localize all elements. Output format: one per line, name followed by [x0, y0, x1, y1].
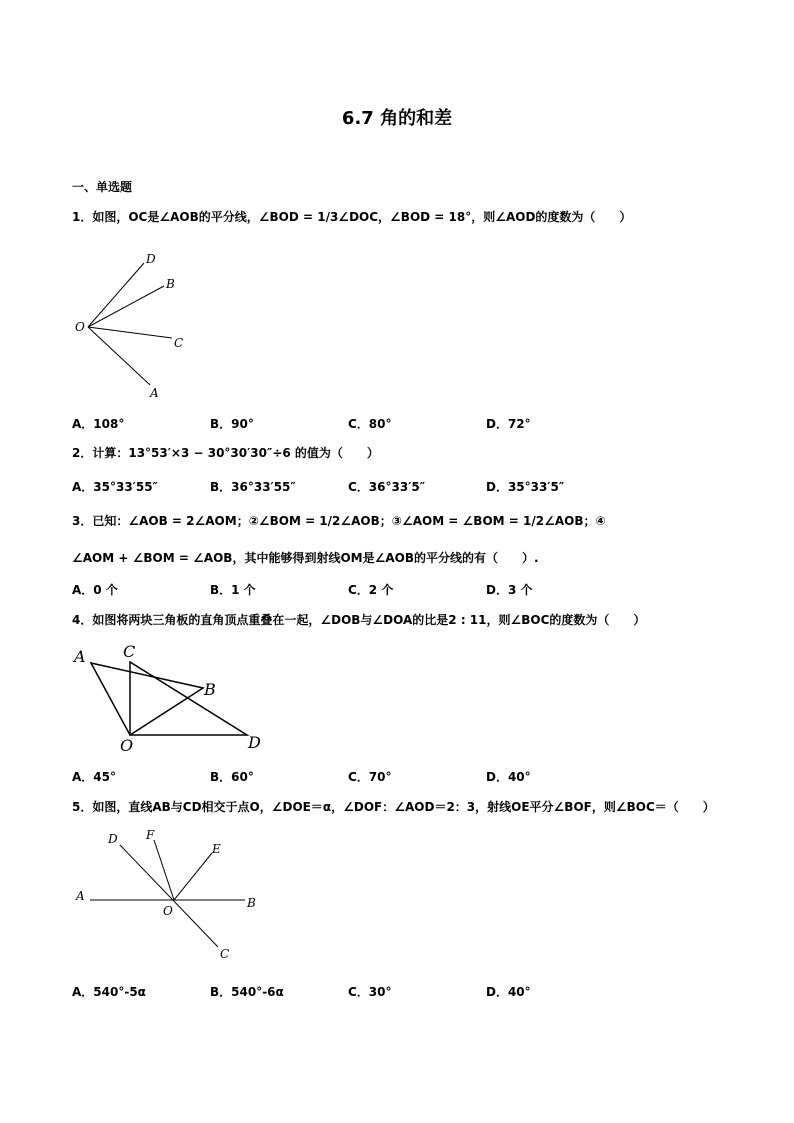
q5-option-b[interactable]: B．540°-6α — [210, 985, 284, 999]
q5-option-c[interactable]: C．30° — [348, 985, 392, 999]
q1-option-d[interactable]: D．72° — [486, 417, 531, 431]
q4-option-a[interactable]: A．45° — [72, 770, 116, 784]
question-4-figure — [70, 640, 270, 755]
question-5-stem: 5．如图，直线AB与CD相交于点O，∠DOE＝α，∠DOF：∠AOD＝2：3，射线OE平分∠BOF，则∠BOC＝（ ） — [72, 800, 715, 814]
question-1-stem: 1．如图，OC是∠AOB的平分线，∠BOD = 1/3∠DOC，∠BOD = 18°，则∠AOD的度数为（ ） — [72, 210, 632, 224]
q5-option-a[interactable]: A．540°-5α — [72, 985, 146, 999]
q4-label-b: B — [204, 680, 216, 699]
q5-label-d: D — [108, 832, 118, 846]
q5-label-e: E — [212, 842, 221, 856]
q1-option-a[interactable]: A．108° — [72, 417, 125, 431]
q4-label-d: D — [248, 733, 261, 752]
q1-label-a: A — [150, 386, 159, 400]
question-5-figure — [70, 825, 270, 965]
q2-option-c[interactable]: C．36°33′5″ — [348, 480, 426, 494]
q1-label-c: C — [174, 336, 184, 350]
q5-label-b: B — [247, 896, 256, 910]
q3-option-a[interactable]: A．0 个 — [72, 583, 118, 597]
q4-option-d[interactable]: D．40° — [486, 770, 531, 784]
q1-label-d: D — [146, 252, 156, 266]
section-heading: 一、单选题 — [72, 180, 133, 194]
q2-option-b[interactable]: B．36°33′55″ — [210, 480, 296, 494]
q1-option-c[interactable]: C．80° — [348, 417, 392, 431]
q4-option-b[interactable]: B．60° — [210, 770, 254, 784]
q5-label-a: A — [76, 889, 85, 903]
q4-label-a: A — [74, 647, 86, 666]
q1-label-o: O — [75, 320, 85, 334]
question-2-stem: 2．计算：13°53′×3 − 30°30′30″÷6 的值为（ ） — [72, 446, 379, 460]
q4-option-c[interactable]: C．70° — [348, 770, 392, 784]
q3-option-d[interactable]: D．3 个 — [486, 583, 533, 597]
question-1-figure — [70, 245, 210, 405]
question-4-stem: 4．如图将两块三角板的直角顶点重叠在一起，∠DOB与∠DOA的比是2 : 11，则∠BOC的度数为（ ） — [72, 613, 646, 627]
q1-option-b[interactable]: B．90° — [210, 417, 254, 431]
q4-label-c: C — [123, 642, 136, 661]
q2-option-d[interactable]: D．35°33′5″ — [486, 480, 565, 494]
q5-option-d[interactable]: D．40° — [486, 985, 531, 999]
q3-option-c[interactable]: C．2 个 — [348, 583, 394, 597]
q2-option-a[interactable]: A．35°33′55″ — [72, 480, 158, 494]
question-3-stem-line1: 3．已知：∠AOB = 2∠AOM；②∠BOM = 1/2∠AOB；③∠AOM = ∠BOM = 1/2∠AOB；④ — [72, 514, 606, 528]
question-3-stem-line2: ∠AOM + ∠BOM = ∠AOB，其中能够得到射线OM是∠AOB的平分线的有（ ）. — [72, 551, 539, 565]
q5-label-f: F — [146, 828, 155, 842]
q3-option-b[interactable]: B．1 个 — [210, 583, 256, 597]
q4-label-o: O — [120, 736, 134, 755]
q1-label-b: B — [166, 277, 175, 291]
q5-label-c: C — [220, 947, 230, 961]
page-title: 6.7 角的和差 — [341, 108, 453, 129]
q5-label-o: O — [163, 904, 173, 918]
